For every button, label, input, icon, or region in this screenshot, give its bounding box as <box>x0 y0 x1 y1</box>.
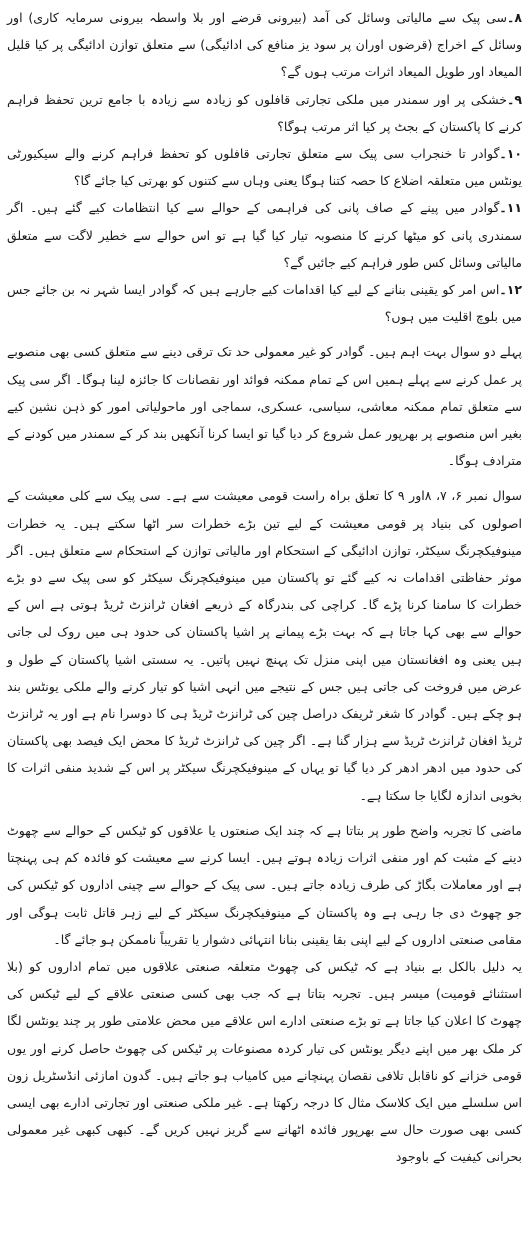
question-number: ۱۲۔ <box>499 282 522 298</box>
question-number: ۹۔ <box>507 91 522 107</box>
question-8 <box>7 4 522 86</box>
question-number: ۱۰۔ <box>499 146 522 162</box>
paragraph-tax-exemption-experience: ماضی کا تجربہ واضح طور پر بتاتا ہے کہ چند ایک صنعتوں یا علاقوں کو ٹیکس کے حوالے سے چھوٹ دینے کے مثبت کم اور منفی اثرات زیادہ ہوتے ہیں۔ ایسا کرنے سے معیشت کو فائدہ کم ہی پہنچتا ہے اور معاملات بگاڑ کی طرف زیادہ جاتے ہیں۔ سی پیک کے حوالے سے چینی اداروں کو ٹیکس کی جو چھوٹ دی جا رہی ہے وہ پاکستان کے مینوفیکچرنگ سیکٹر کے لیے زہر قاتل ثابت ہوگی اور مقامی صنعتی اداروں کے لیے اپنی بقا یقینی بنانا انتہائی دشوار یا تقریباً ناممکن ہو جائے گا۔ <box>7 822 522 947</box>
question-number: ۸۔ <box>507 10 522 25</box>
question-10 <box>7 140 522 194</box>
paragraph-economy-risks: سوال نمبر ۶، ۷، ۸اور ۹ کا تعلق براہ راست قومی معیشت سے ہے۔ سی پیک سے کلی معیشت کے اصولوں کی بنیاد پر قومی معیشت کے لیے تین بڑے خطرات سر اٹھا سکتے ہیں۔ یہ خطرات مینوفیکچرنگ سیکٹر، توازن ادائیگی کے استحکام اور مالیاتی توازن کے استحکام سے متعلق ہیں۔ اگر موثر حفاظتی اقدامات نہ کیے گئے تو پاکستان میں مینوفیکچرنگ سیکٹر کو سی پیک سے دو بڑے خطرات کا سامنا کرنا پڑے گا۔ کراچی کی بندرگاہ کے ذریعے افغان ٹرانزٹ ٹریڈ ہوتی ہے اس کے حوالے سے بھی کہا جاتا ہے کہ بہت بڑے پیمانے پر اشیا پاکستان کی حدود ہی میں روک لی جاتی ہیں یعنی وہ افغانستان میں اپنی منزل تک پہنچ نہیں پاتیں۔ یہ سستی اشیا پاکستان کے طول و عرض میں فروخت کی جاتی ہیں جس کے نتیجے میں انہی اشیا کو تیار کرنے والے ملکی یونٹس بند ہو چکے ہیں۔ گوادر کا شغر ٹریفک دراصل چین کی ٹرانزٹ ٹریڈ ہی کا دوسرا نام ہے اور یہ ٹرانزٹ ٹریڈ افغان ٹرانزٹ ٹریڈ سے ہزار گنا ہے۔ اگر چین کی ٹرانزٹ ٹریڈ کا محض ایک فیصد بھی پاکستان کی حدود میں ادھر ادھر کر دیا گیا تو یہاں کے مینوفیکچرنگ سیکٹر پر اس کے شدید منفی اثرات کا بخوبی اندازہ لگایا جا سکتا ہے۔ <box>7 488 522 803</box>
question-text: اس امر کو یقینی بنانے کے لیے کیا اقدامات کیے جارہے ہیں کہ گوادر ایسا شہر نہ بن جائے جس میں بلوچ اقلیت میں ہوں؟ <box>7 282 522 325</box>
question-number: ۱۱۔ <box>499 200 522 216</box>
question-11 <box>7 194 522 276</box>
paragraph-first-two-questions: پہلے دو سوال بہت اہم ہیں۔ گوادر کو غیر معمولی حد تک ترقی دینے سے متعلق کسی بھی منصوبے پر عمل کرنے سے پہلے ہمیں اس کے تمام ممکنہ فوائد اور نقصانات کا جائزہ لینا ہوگا۔ اگر سی پیک سے متعلق تمام ممکنہ معاشی، سیاسی، عسکری، سماجی اور ماحولیاتی امور کو ذہن نشین کیے بغیر اس منصوبے پر بھرپور عمل شروع کر دیا گیا تو ایسا کرنا آنکھیں بند کر کے سمندر میں کودنے کے مترادف ہوگا۔ <box>7 344 522 469</box>
paragraph-tax-exemption-argument: یہ دلیل بالکل بے بنیاد ہے کہ ٹیکس کی چھوٹ متعلقہ صنعتی علاقوں میں تمام اداروں کو (بلا استثنائے قومیت) میسر ہیں۔ تجربہ بتاتا ہے کہ جب بھی کسی صنعتی علاقے کے لیے ٹیکس کی چھوٹ کا اعلان کیا جاتا ہے تو بڑے صنعتی ادارے اس علاقے میں محض علامتی طور پر چند یونٹس لگا کر ملک بھر میں اپنے دیگر یونٹس کی تیار کردہ مصنوعات پر ٹیکس کی چھوٹ حاصل کرنے اور یوں قومی خزانے کو ناقابل تلافی نقصان پہنچانے میں کامیاب ہو جاتے ہیں۔ گدون امازئی انڈسٹریل زون اس سلسلے میں ایک کلاسک مثال کا درجہ رکھتا ہے۔ غیر ملکی صنعتی اور تجارتی ادارے بھی ایسی کسی بھی صورت حال سے بھرپور فائدہ اٹھانے سے گریز نہیں کریں گے۔ کبھی کبھی غیر معمولی بحرانی کیفیت کے باوجود <box>7 958 522 1165</box>
question-text: خشکی پر اور سمندر میں ملکی تجارتی قافلوں کو زیادہ سے زیادہ با جامع ترین تحفظ فراہم کرنے کا پاکستان کے بجٹ پر کیا اثر مرتب ہوگا؟ <box>7 91 522 134</box>
question-text: گوادر میں پینے کے صاف پانی کی فراہمی کے حوالے سے کیا انتظامات کیے گئے ہیں۔ اگر سمندری پانی کو میٹھا کرنے کا منصوبہ تیار کیا گیا ہے تو اس حوالے سے خطیر لاگت سے متعلق مالیاتی وسائل کس طور فراہم کیے جائیں گے؟ <box>7 200 522 270</box>
question-text: گوادر تا خنجراب سی پیک سے متعلق تجارتی قافلوں کو تحفظ فراہم کرنے والے سیکیورٹی یونٹس میں متعلقہ اضلاع کا حصہ کتنا ہوگا یعنی وہاں سے کتنوں کو بھرتی کیا جائے گا؟ <box>7 146 522 189</box>
question-9 <box>7 86 522 140</box>
question-12 <box>7 276 522 330</box>
question-text: سی پیک سے مالیاتی وسائل کی آمد (بیرونی قرضے اور بلا واسطہ بیرونی سرمایہ کاری) اور وسائل کے اخراج (قرضوں اوران پر سود یز منافع کی ادائیگی) سے متعلق توازن ادائیگی پر کیا قلیل المیعاد اور طویل المیعاد اثرات مرتب ہوں گے؟ <box>7 10 522 80</box>
